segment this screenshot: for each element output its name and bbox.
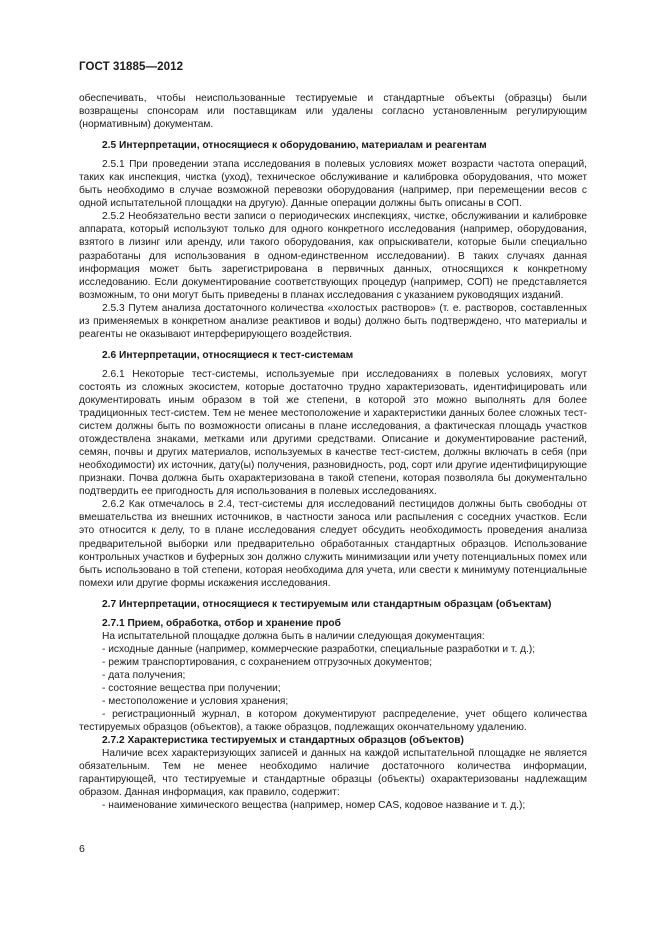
subsection-heading: 2.7.2 Характеристика тестируемых и стандартных образцов (объектов): [102, 735, 464, 747]
paragraph: 2.6.2 Как отмечалось в 2.4, тест-системы для исследований пестицидов должны быть свободны от вмешательства из внешних источников, в частности заноса или распыления с соседних участков. Если это относится к делу, то в плане исследования следует обсудить необходимость проведения анализа предварительной выборки или предварительно обработанных стандартных образцов. Использование контрольных участков и буферных зон должно служить минимизации или учету потенциальных помех или быть использовано в той степени, которая необходима для учета, или свести к минимуму потенциальные помехи или другие формы искажения исследования.: [79, 499, 587, 589]
section-heading: 2.7 Интерпретации, относящиеся к тестируемым или стандартным образцам (объектам): [102, 598, 552, 610]
paragraph: 2.5.3 Путем анализа достаточного количества «холостых растворов» (т. е. растворов, составленных из применяемых в конкретном анализе реактивов и воды) должно быть подтверждено, что материалы и реагенты не оказывают интерферирующего воздействия.: [79, 302, 587, 340]
paragraph: - наименование химического вещества (например, номер CAS, кодовое название и т. д.);: [102, 800, 526, 812]
paragraph: 2.6.1 Некоторые тест-системы, используемые при исследованиях в полевых условиях, могут состоять из сложных экосистем, которые достаточно трудно характеризовать, идентифицировать или документировать иным образом в той же степени, в которой это можно выполнять для более традиционных тест-систем. Тем не менее местоположение и характеристики данных более сложных тест-систем должны быть по возможности описаны в плане исследования, а фактическая площадь участков отождествлена знаками, метками или другими средствами. Описание и документирование растений, семян, почвы и других материалов, используемых в качестве тест-систем, должны включать в себя (при необходимости) их источник, дату(ы) получения, разновидность, род, сорт или другие идентифицирующие признаки. Почва должна быть охарактеризована в такой степени, которая позволяла бы документально подтвердить ее пригодность для использования в полевых исследованиях.: [79, 368, 587, 498]
paragraph: - состояние вещества при получении;: [102, 682, 281, 694]
paragraph: - исходные данные (например, коммерческие разработки, специальные разработки и т. д.);: [102, 643, 536, 655]
paragraph: - местоположение и условия хранения;: [102, 696, 289, 708]
doc-header: ГОСТ 31885—2012: [79, 61, 184, 73]
document-body: [79, 92, 587, 812]
paragraph: На испытательной площадке должна быть в наличии следующая документация:: [102, 630, 485, 642]
paragraph: обеспечивать, чтобы неиспользованные тестируемые и стандартные объекты (образцы) были возвращены спонсорам или поставщикам или удалены согласно установленным регулирующим (нормативным) документам.: [79, 93, 587, 131]
paragraph: - дата получения;: [102, 669, 186, 681]
paragraph: - режим транспортирования, с сохранением отгрузочных документов;: [102, 656, 433, 668]
paragraph: - регистрационный журнал, в котором документируют распределение, учет общего количества тестируемых образцов (объектов), а также образцов, подлежащих окончательному удалению.: [79, 709, 587, 734]
paragraph: 2.5.2 Необязательно вести записи о периодических инспекциях, чистке, обслуживании и калибровке аппарата, который используют только для одного конкретного исследования (например, оборудования, взятого в лизинг или аренду, или такого оборудования, как опрыскиватели, которые были специально разработаны для использования в одном-единственном исследовании). В таких случаях данная информация может быть зарегистрирована в первичных данных, относящихся к конкретному исследованию. Если документирование соответствующих процедур (например, СОП) не представляется возможным, то они могут быть приведены в планах исследования с указанием руководящих изданий.: [79, 211, 587, 301]
page-number: 6: [79, 843, 85, 855]
section-heading: 2.5 Интерпретации, относящиеся к оборудованию, материалам и реагентам: [102, 140, 487, 152]
paragraph: 2.5.1 При проведении этапа исследования в полевых условиях может возрасти частота операций, таких как инспекция, чистка (уход), техническое обслуживание и калибровка оборудования, что может быть необходимо в случае возможной перевозки оборудования (например, при перемещении весов с одной испытательной площадки на другую). Данные операции должны быть описаны в СОП.: [79, 159, 587, 210]
section-heading: 2.6 Интерпретации, относящиеся к тест-системам: [102, 349, 354, 361]
paragraph: Наличие всех характеризующих записей и данных на каждой испытательной площадке не является обязательным. Тем не менее необходимо наличие достаточного количества информации, гарантирующей, что тестируемые и стандартные образцы (объекты) охарактеризованы надлежащим образом. Данная информация, как правило, содержит:: [79, 748, 587, 799]
subsection-heading: 2.7.1 Прием, обработка, отбор и хранение проб: [102, 617, 341, 629]
